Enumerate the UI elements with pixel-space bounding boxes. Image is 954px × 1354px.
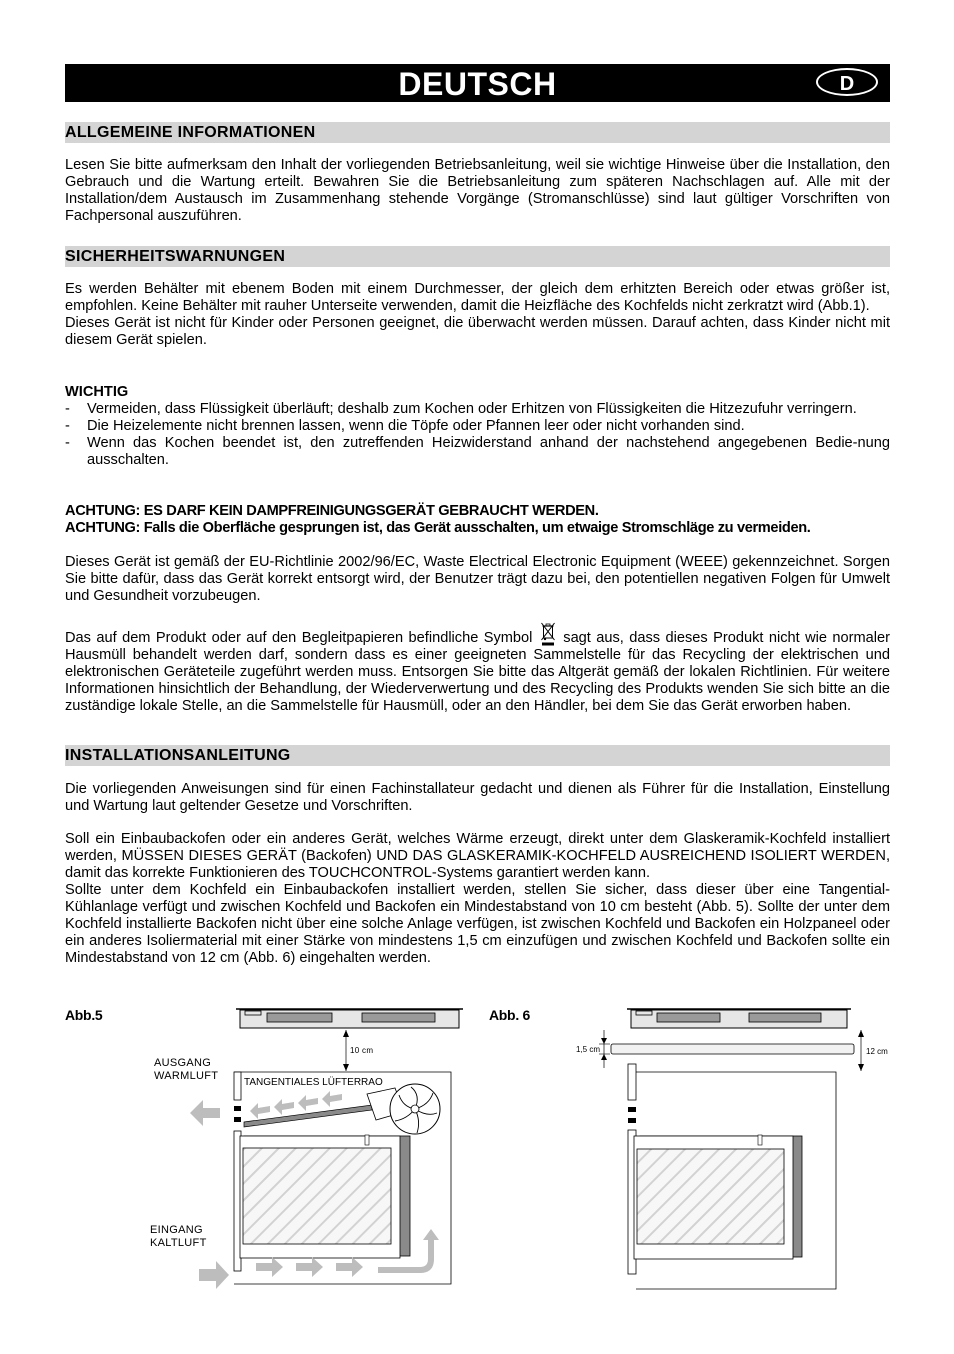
cooktop-fig6 [627,1009,851,1028]
cold-air-inlet-label: EINGANG KALTLUFT [150,1224,207,1249]
list-item: - Die Heizelemente nicht brennen lassen, wenn die Töpfe oder Pfannen leer oder nicht vorhanden sind. [65,418,745,434]
warm-air-outlet-label: AUSGANG WARMLUFT [154,1057,219,1082]
important-label: WICHTIG [65,384,129,400]
list-item: - Vermeiden, dass Flüssigkeit überläuft; deshalb zum Kochen oder Erhitzen von Flüssigkeiten die Hitzezufuhr verringern. [65,401,857,417]
symbol-paragraph: Das auf dem Produkt oder auf den Begleitpapieren befindliche Symbol sagt aus, dass dieses Produkt nicht wie normaler Hausmüll behandelt werden darf, sondern dass es einer geeigneten Sammelstelle für das Recycling der elektrischen und elektronischen Geräteteile zugeführt werden muss. Entsorgen Sie bitte das Altgerät gemäß der lokalen Richtlinien. Für weitere Informationen hinsichtlich der Behandlung, der Wiederverwertung und des Recycling des Produkts wenden Sie sich bitte an die zuständige lokale Stelle, an die Sammelstelle für Hausmüll, oder an den Händler, bei dem Sie das Gerät erworben haben. [65,622,890,715]
thickness-1-5cm-label: 1,5 cm [576,1045,601,1054]
section-heading-safety-text: SICHERHEITSWARNUNGEN [65,248,286,265]
installation-paragraph-insulation: Soll ein Einbaubackofen oder ein anderes Gerät, welches Wärme erzeugt, direkt unter dem Glaskeramik-Kochfeld installiert werden, MÜSSEN DIESES GERÄT (Backofen) UND DAS GLASKERAMIK-KOCHFELD AUSREICHEND ISOLIERT WERDEN, damit das korrekte Funktionieren des TOUCHCONTROL-Systems garantiert werden kann. [65,831,890,881]
distance-12cm-label: 12 cm [866,1047,888,1056]
installation-paragraph-distance: Sollte unter dem Kochfeld ein Einbaubackofen installiert werden, stellen Sie sicher, dass dieser über eine Tangential-Kühlanlage verfügt und zwischen Kochfeld und Backofen ein Mindestabstand von 10 cm besteht (Abb. 5). Sollte der unter dem Kochfeld installierte Backofen nicht über eine solche Anlage verfügen, ist zwischen Kochfeld und Backofen ein Holzpaneel oder ein anderes Isoliermaterial mit einer Stärke von mindestens 1,5 cm einzufügen und zwischen Kochfeld und Backofen sollte ein Mindestabstand von 12 cm (Abb. 6) eingehalten werden. [65,882,890,966]
section-heading-general-text: ALLGEMEINE INFORMATIONEN [65,124,316,141]
tangential-fan-label: TANGENTIALES LÜFTERRAO [244,1077,383,1088]
safety-paragraph-containers: Es werden Behälter mit ebenem Boden mit einem Durchmesser, der gleich dem erhitzten Bereich oder etwas größer ist, empfohlen. Keine Behälter mit rauher Unterseite verwenden, damit die Heizfläche des Kochfelds nicht zerkratzt wird (Abb.1). [65,281,890,314]
safety-paragraph-children: Dieses Gerät ist nicht für Kinder oder Personen geeignet, die überwacht werden müssen. Darauf achten, dass Kinder nicht mit diesem Gerät spielen. [65,315,890,348]
section-heading-installation-text: INSTALLATIONSANLEITUNG [65,747,291,764]
distance-10cm-label: 10 cm [350,1046,374,1055]
figure-5-label: Abb.5 [65,1007,103,1023]
figure-6-label: Abb. 6 [489,1007,530,1023]
warning-steam-cleaner: ACHTUNG: ES DARF KEIN DAMPFREINIGUNGSGERÄT GEBRAUCHT WERDEN. [65,503,599,519]
list-item: - Wenn das Kochen beendet ist, den zutreffenden Heizwiderstand anhand der nachstehend angegebenen Bedie-nung ausschalten. [65,435,890,468]
general-info-paragraph: Lesen Sie bitte aufmerksam den Inhalt der vorliegenden Betriebsanleitung, weil sie wichtige Hinweise über die Installation, den Gebrauch und die Wartung erteilt. Bewahren Sie die Betriebsanleitung zum späteren Nachschlagen auf. Alle mit der Installation/dem Austausch im Zusammenhang stehende Vorgänge (Stromanschlüsse) sind laut gültiger Vorschriften von Fachpersonal auszuführen. [65,157,890,224]
page-title: DEUTSCH [398,66,557,102]
warning-cracked-surface: ACHTUNG: Falls die Oberfläche gesprungen ist, das Gerät ausschalten, um etwaige Stromschläge zu vermeiden. [65,520,811,536]
installation-paragraph-intro: Die vorliegenden Anweisungen sind für einen Fachinstallateur gedacht und dienen als Führer für die Installation, Einstellung und Wartung laut geltender Gesetze und Vorschriften. [65,781,890,814]
weee-paragraph: Dieses Gerät ist gemäß der EU-Richtlinie 2002/96/EC, Waste Electrical Electronic Equipment (WEEE) gekennzeichnet. Sorgen Sie bitte dafür, dass das Gerät korrekt entsorgt wird, der Benutzer trägt dazu bei, den potentiellen negativen Folgen für Umwelt und Gesundheit vorzubeugen. [65,554,890,604]
language-badge: D [816,68,878,96]
insulation-panel [611,1044,854,1054]
